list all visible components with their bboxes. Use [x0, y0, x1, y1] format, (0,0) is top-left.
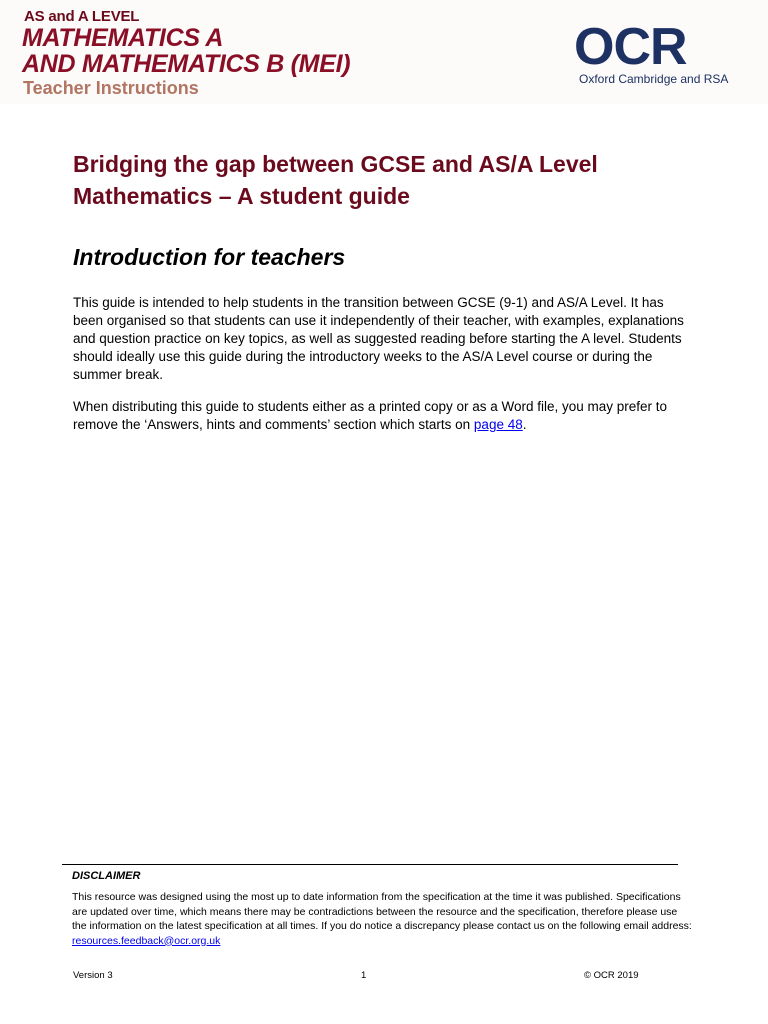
qualification-level: AS and A LEVEL [24, 8, 140, 25]
subject-title-line2: AND MATHEMATICS B (MEI) [22, 50, 351, 78]
subject-title-line1: MATHEMATICS A [22, 24, 224, 52]
page-header [0, 0, 768, 104]
document-type: Teacher Instructions [23, 78, 199, 98]
disclaimer-text: This resource was designed using the most up to date information from the specification at the time it was published. Specifications are updated over time, which means there may be contradictions between the resource and the specification, therefore please use the information on the latest specification at all times. If you do notice a discrepancy please contact us on the following email address: [72, 891, 692, 932]
distribution-paragraph [73, 398, 693, 434]
ocr-logo [574, 20, 740, 90]
page-number: 1 [361, 970, 367, 981]
page-48-link[interactable]: page 48 [473, 417, 523, 432]
distribution-text: When distributing this guide to students either as a printed copy or as a Word file, you may prefer to remove the ‘Answers, hints and comments’ section which starts on [73, 399, 668, 432]
ocr-logo-wordmark [574, 20, 740, 72]
section-heading: Introduction for teachers [73, 244, 346, 270]
feedback-email-link[interactable]: resources.feedback@ocr.org.uk [72, 934, 221, 947]
distribution-text-end: . [522, 417, 527, 432]
disclaimer-heading: DISCLAIMER [72, 870, 141, 882]
disclaimer-divider [62, 864, 678, 865]
ocr-logo-text: OCR [574, 20, 687, 72]
document-title: Bridging the gap between GCSE and AS/A Level Mathematics – A student guide [73, 151, 598, 209]
ocr-logo-tagline: Oxford Cambridge and RSA [579, 72, 729, 86]
intro-paragraph: This guide is intended to help students in the transition between GCSE (9-1) and AS/A Level. It has been organised so that students can use it independently of their teacher, with examples, explanations and question practice on key topics, as well as suggested reading before starting the A level. Students should ideally use this guide during the introductory weeks to the AS/A Level course or during the summer break. [73, 295, 684, 382]
copyright-notice: © OCR 2019 [584, 970, 639, 981]
disclaimer-body [72, 890, 692, 948]
version-label: Version 3 [73, 970, 113, 981]
